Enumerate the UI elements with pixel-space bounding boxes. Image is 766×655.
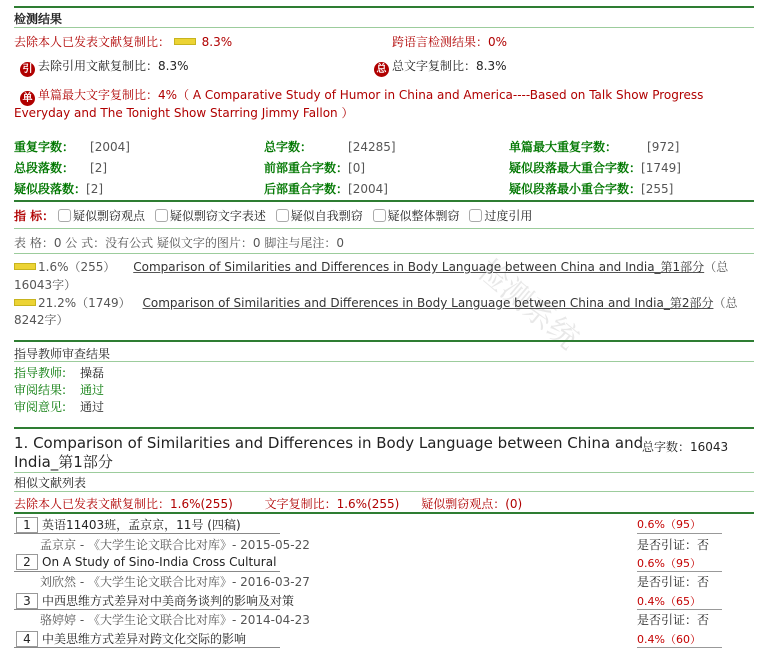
meta-line: 表 格：0 公 式：没有公式 疑似文字的图片：0 脚注与尾注：0 [14, 236, 344, 250]
watermark: 检测系统 [470, 252, 585, 357]
excl-self-label: 去除本人已发表文献复制比： [14, 35, 171, 49]
indicator-label: 疑似整体剽窃 [387, 209, 460, 223]
checkbox-icon[interactable] [58, 209, 71, 222]
review-opinion [14, 398, 104, 415]
divider [14, 361, 754, 362]
cross-lang-value: 0% [488, 35, 508, 49]
item-title[interactable]: On A Study of Sino-India Cross Cultural [42, 555, 277, 569]
stat-single-max-dup [509, 138, 679, 155]
segment-bar-icon [14, 263, 36, 270]
total-copy-row [374, 57, 507, 77]
review-label: 审阅意见: [14, 400, 67, 414]
item-source: 孟京京 - 《大学生论文联合比对库》- 2015-05-22 [40, 538, 310, 552]
segment-pct: 21.2%（1749） [38, 296, 131, 310]
stat-label: 总段落数： [14, 161, 75, 175]
divider [14, 27, 754, 28]
review-label: 指导教师: [14, 366, 67, 380]
total-badge-icon: 总 [374, 62, 389, 77]
stat-value: [2] [86, 182, 104, 196]
divider [14, 472, 754, 473]
stat-value: [2] [90, 161, 108, 175]
review-title: 指导教师审查结果 [14, 347, 111, 361]
section-title: 检测结果 [14, 12, 63, 26]
single-max-value: 4% [158, 88, 178, 102]
item-number: 3 [16, 593, 38, 609]
divider [14, 228, 754, 229]
item-divider [637, 609, 722, 610]
segment-row-1 [14, 258, 728, 275]
stat-susp-para-max [509, 159, 681, 176]
indicator-self-plag[interactable] [276, 209, 363, 223]
stat-dup-chars [14, 138, 130, 155]
segment-total-1: 16043字） [14, 278, 77, 292]
divider [14, 340, 754, 342]
list-item[interactable] [16, 592, 294, 609]
indicator-plag-idea[interactable] [58, 209, 145, 223]
excl-self-value: 8.3% [201, 35, 233, 49]
segment-total-2: 8242字） [14, 313, 69, 327]
indicator-whole-plag[interactable] [373, 209, 460, 223]
checkbox-icon[interactable] [276, 209, 289, 222]
cross-lang-row [392, 33, 507, 50]
total-copy-value: 8.3% [476, 59, 507, 73]
excl-cite-row [20, 57, 189, 77]
indicator-plag-text[interactable] [155, 209, 266, 223]
divider [14, 427, 754, 429]
segment-link[interactable]: Comparison of Similarities and Differences in Body Language between China and India_第1部分 [133, 260, 705, 274]
stat-label: 疑似段落最小重合字数： [509, 182, 642, 196]
stat-label: 疑似段落最大重合字数： [509, 161, 642, 175]
summary-excl: 去除本人已发表文献复制比：1.6%(255) [14, 497, 233, 511]
top-divider [14, 6, 754, 8]
checkbox-icon[interactable] [155, 209, 168, 222]
indicator-label: 疑似剽窃文字表述 [169, 209, 266, 223]
part1-heading-line1: 1. Comparison of Similarities and Differences in Body Language between China and [14, 434, 644, 452]
item-pct: 0.6%（95） [637, 557, 701, 570]
segment-row-2 [14, 294, 737, 311]
item-cite: 是否引证：否 [637, 575, 710, 589]
stat-value: [972] [647, 140, 680, 154]
segment-link[interactable]: Comparison of Similarities and Differences in Body Language between China and India_第2部分 [142, 296, 714, 310]
stat-label: 前部重合字数： [264, 161, 349, 175]
divider [14, 253, 754, 254]
indicator-over-cite[interactable] [469, 209, 532, 223]
segment-bar-icon [14, 299, 36, 306]
segment-tail: （总 [704, 260, 729, 274]
review-value: 通过 [80, 400, 105, 414]
item-pct: 0.6%（95） [637, 518, 701, 531]
stat-rear-overlap [264, 180, 388, 197]
list-item[interactable] [16, 554, 276, 570]
segment-tail: （总 [713, 296, 738, 310]
total-copy-label: 总文字复制比： [392, 59, 477, 73]
indicators-label: 指 标： [14, 209, 55, 223]
stat-value: [2004] [90, 140, 130, 154]
stat-label: 重复字数： [14, 140, 75, 154]
item-divider [14, 609, 280, 610]
stat-value: [24285] [348, 140, 396, 154]
list-item[interactable] [16, 630, 246, 647]
stat-value: [255] [641, 182, 674, 196]
single-max-label: 单篇最大文字复制比： [38, 88, 159, 102]
review-label: 审阅结果: [14, 383, 67, 397]
item-source: 刘欣然 - 《大学生论文联合比对库》- 2016-03-27 [40, 575, 310, 589]
item-title[interactable]: 中西思维方式差异对中美商务谈判的影响及对策 [42, 594, 295, 608]
stat-front-overlap [264, 159, 365, 176]
single-badge-icon: 单 [20, 91, 35, 106]
item-pct: 0.4%（65） [637, 595, 701, 608]
stat-label: 后部重合字数： [264, 182, 349, 196]
indicators-row [14, 207, 538, 224]
stat-value: [1749] [641, 161, 681, 175]
stat-total-chars [264, 138, 396, 155]
single-max-title-line2: Everyday and The Tonight Show Starring Jimmy Fallon ） [14, 106, 354, 120]
stat-value: [0] [348, 161, 366, 175]
excl-cite-label: 去除引用文献复制比： [38, 59, 159, 73]
divider [14, 200, 754, 202]
excl-cite-value: 8.3% [158, 59, 189, 73]
indicator-label: 疑似剽窃观点 [73, 209, 146, 223]
review-value: 通过 [80, 383, 105, 397]
item-divider [637, 571, 722, 572]
similar-list-label: 相似文献列表 [14, 476, 87, 490]
cross-lang-label: 跨语言检测结果： [392, 35, 489, 49]
summary-plag: 疑似剽窃观点：(0) [421, 497, 523, 511]
ratio-bar-icon [174, 38, 196, 45]
indicator-label: 过度引用 [484, 209, 533, 223]
item-divider [14, 571, 280, 572]
item-pct: 0.4%（60） [637, 633, 701, 646]
stat-value: [2004] [348, 182, 388, 196]
excl-self-row [14, 33, 232, 50]
item-title[interactable]: 英语11403班，孟京京，11号 (四稿) [42, 518, 241, 532]
item-divider [637, 647, 722, 648]
part1-heading-line2: India_第1部分 [14, 453, 113, 471]
segment-pct: 1.6%（255） [38, 260, 116, 274]
review-teacher [14, 364, 104, 381]
stat-susp-para-min [509, 180, 673, 197]
item-cite: 是否引证：否 [637, 538, 710, 552]
summary-copy: 文字复制比：1.6%(255) [264, 497, 400, 511]
stat-susp-paras [14, 180, 103, 197]
part1-total: 总字数：16043 [642, 440, 729, 454]
item-title[interactable]: 中美思维方式差异对跨文化交际的影响 [42, 632, 247, 646]
checkbox-icon[interactable] [373, 209, 386, 222]
item-divider [637, 533, 722, 534]
cite-badge-icon: 引 [20, 62, 35, 77]
item-number: 2 [16, 554, 38, 570]
divider [14, 512, 754, 514]
stat-label: 疑似段落数： [14, 182, 87, 196]
item-source: 骆婷婷 - 《大学生论文联合比对库》- 2014-04-23 [40, 613, 310, 627]
stat-label: 单篇最大重复字数： [509, 140, 618, 154]
item-divider [14, 533, 280, 534]
single-max-title-line1: （ A Comparative Study of Humor in China and America----Based on Talk Show Progress [177, 88, 704, 102]
stat-total-paras [14, 159, 107, 176]
item-cite: 是否引证：否 [637, 613, 710, 627]
review-value: 操磊 [80, 366, 105, 380]
checkbox-icon[interactable] [469, 209, 482, 222]
item-divider [14, 647, 280, 648]
single-max-row [20, 86, 703, 106]
stat-label: 总字数： [264, 140, 313, 154]
indicator-label: 疑似自我剽窃 [290, 209, 363, 223]
item-number: 4 [16, 631, 38, 647]
review-result [14, 381, 104, 398]
divider [14, 491, 754, 492]
item-number: 1 [16, 517, 38, 533]
part1-summary [14, 495, 522, 512]
list-item[interactable] [16, 516, 241, 533]
